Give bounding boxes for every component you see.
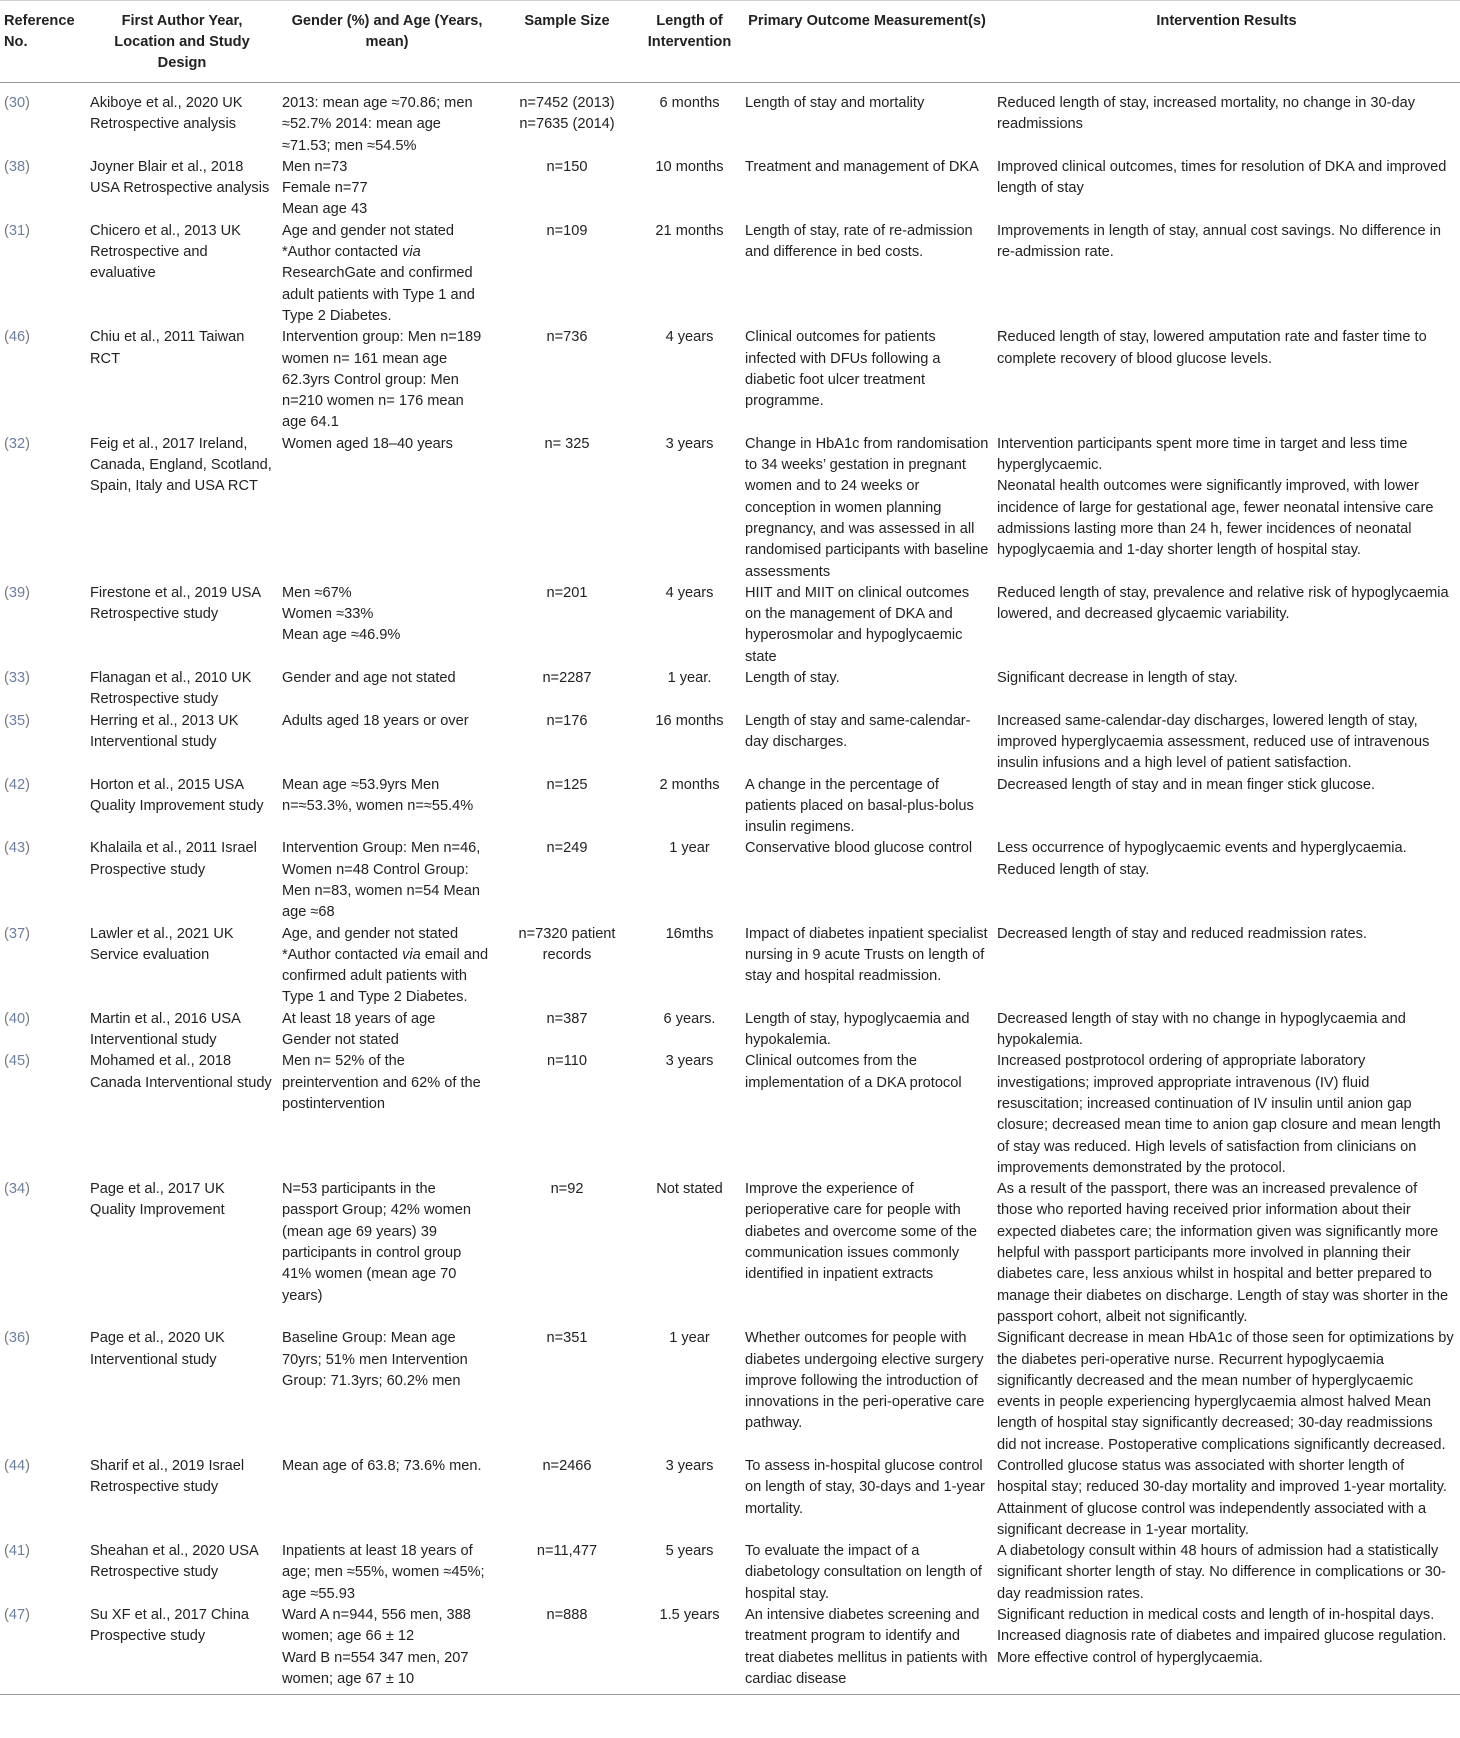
outcome-cell: Treatment and management of DKA (745, 158, 979, 175)
author-cell: Chiu et al., 2011 Taiwan RCT (90, 329, 245, 367)
reference-cell: (41) (4, 1543, 30, 1560)
reference-cell: (30) (4, 95, 30, 111)
sample-size-cell: n=125 (546, 776, 588, 793)
author-cell: Page et al., 2020 UK Interventional study (90, 1330, 225, 1368)
author-cell: Chicero et al., 2013 UK Retrospective and evaluative (90, 222, 241, 282)
length-cell: 2 months (659, 776, 720, 793)
table-row (0, 583, 1460, 668)
results-cell: Significant reduction in medical costs and length of in-hospital days. Increased diagnosis rate of diabetes and impaired glucose regulation. More effective control of hyperglycaemia. (993, 1605, 1460, 1695)
author-cell: Martin et al., 2016 USA Interventional study (90, 1010, 241, 1049)
sample-size-cell: n= 325 (544, 435, 590, 452)
results-cell: Reduced length of stay, prevalence and relative risk of hypoglycaemia lowered, and decreased glycaemic variability. (997, 584, 1449, 623)
gender-age-cell: Ward A n=944, 556 men, 388 women; age 66 ± 12 Ward B n=554 347 men, 207 women; age 67 ± 10 (278, 1605, 496, 1695)
reference-cell: (37) (4, 925, 30, 942)
reference-link[interactable]: 47 (8, 1607, 26, 1624)
results-cell: Controlled glucose status was associated with shorter length of hospital stay; reduced 30-day mortality and improved 1-year mortality. Attainment of glucose control was independently associated with a significant decrease in 1-year mortality. (997, 1458, 1447, 1538)
reference-link[interactable]: 31 (8, 222, 26, 239)
outcome-cell: Clinical outcomes from the implementation of a DKA protocol (745, 1053, 962, 1091)
table-row (0, 221, 1460, 327)
gender-age-cell: Women aged 18–40 years (282, 435, 453, 452)
sample-size-cell: n=150 (546, 158, 588, 175)
outcome-cell: HIIT and MIIT on clinical outcomes on the management of DKA and hyperosmolar and hypoglycaemic state (745, 584, 970, 665)
length-cell: Not stated (656, 1181, 723, 1198)
sample-size-cell: n=201 (546, 584, 588, 601)
author-cell: Feig et al., 2017 Ireland, Canada, England, Scotland, Spain, Italy and USA RCT (90, 435, 272, 495)
reference-cell: (46) (4, 329, 30, 346)
sample-size-cell: n=249 (546, 840, 588, 857)
reference-link[interactable]: 30 (8, 95, 26, 111)
header-length-of-intervention: Length of Intervention (638, 1, 741, 83)
author-cell: Mohamed et al., 2018 Canada Interventional study (90, 1053, 272, 1091)
length-cell: 6 months (659, 95, 720, 111)
reference-cell: (45) (4, 1053, 30, 1070)
table-row (0, 327, 1460, 433)
results-cell: Decreased length of stay and reduced readmission rates. (997, 925, 1367, 942)
results-cell: Intervention participants spent more time in target and less time hyperglycaemic. Neonatal health outcomes were significantly improved, with lower incidence of large for gestational age, fewer neonatal intensive care admissions lasting more than 24 h, fewer incidences of neonatal hypoglycaemia and 1-day shorter length of hospital stay. (997, 435, 1434, 559)
table-row (0, 711, 1460, 775)
reference-cell: (40) (4, 1010, 30, 1027)
sample-size-cell: n=2287 (542, 670, 592, 687)
outcome-cell: Length of stay and same-calendar-day discharges. (745, 712, 971, 750)
header-first-author: First Author Year, Location and Study Design (86, 1, 278, 83)
table-row (0, 924, 1460, 1009)
sample-size-cell: n=2466 (542, 1458, 592, 1474)
header-reference-no: Reference No. (0, 1, 86, 83)
gender-age-cell: Mean age of 63.8; 73.6% men. (282, 1458, 482, 1474)
results-cell: Reduced length of stay, increased mortality, no change in 30-day readmissions (997, 95, 1416, 133)
outcome-cell: Conservative blood glucose control (745, 840, 973, 857)
reference-cell: (44) (4, 1458, 30, 1474)
gender-age-cell: Intervention group: Men n=189 women n= 161 mean age 62.3yrs Control group: Men n=210 women n= 176 mean age 64.1 (282, 329, 482, 431)
table-row (0, 83, 1460, 157)
reference-cell: (38) (4, 158, 30, 175)
emphasis-text: via (402, 244, 421, 261)
table-row (0, 668, 1460, 711)
author-cell: Flanagan et al., 2010 UK Retrospective study (90, 670, 252, 708)
reference-link[interactable]: 42 (8, 776, 26, 793)
gender-age-cell: Men n=73 Female n=77 Mean age 43 (282, 158, 368, 218)
reference-cell: (39) (4, 584, 30, 601)
sample-size-cell: n=176 (546, 712, 588, 729)
outcome-cell: Change in HbA1c from randomisation to 34 weeks’ gestation in pregnant women and to 24 weeks or conception in women planning pregnancy, and was assessed in all randomised participants with baseline assessments (745, 435, 989, 580)
author-cell: Firestone et al., 2019 USA Retrospective study (90, 584, 261, 623)
table-row (0, 1541, 1460, 1605)
reference-link[interactable]: 38 (8, 158, 26, 175)
results-cell: Decreased length of stay and in mean finger stick glucose. (997, 776, 1376, 793)
author-cell: Page et al., 2017 UK Quality Improvement (90, 1181, 225, 1219)
length-cell: 1 year (669, 1330, 710, 1347)
length-cell: 16 months (655, 712, 724, 729)
table-row (0, 1328, 1460, 1456)
table-row (0, 157, 1460, 221)
reference-cell: (31) (4, 222, 30, 239)
header-row (0, 1, 1460, 83)
reference-cell: (35) (4, 712, 30, 729)
header-sample-size: Sample Size (496, 1, 638, 83)
header-primary-outcome: Primary Outcome Measurement(s) (741, 1, 993, 83)
sample-size-cell: n=11,477 (536, 1543, 598, 1560)
gender-age-cell: Men ≈67% Women ≈33% Mean age ≈46.9% (282, 584, 401, 644)
sample-size-cell: n=92 (550, 1181, 584, 1198)
reference-link[interactable]: 44 (8, 1458, 26, 1474)
length-cell: 1 year. (667, 670, 712, 687)
gender-age-cell: Gender and age not stated (282, 670, 456, 687)
outcome-cell: A change in the percentage of patients placed on basal-plus-bolus insulin regimens. (745, 776, 974, 836)
reference-cell: (33) (4, 670, 30, 687)
reference-link[interactable]: 37 (8, 925, 26, 942)
sample-size-cell: n=7452 (2013) n=7635 (2014) (519, 95, 615, 133)
reference-link[interactable]: 36 (8, 1330, 26, 1347)
author-cell: Akiboye et al., 2020 UK Retrospective analysis (90, 95, 243, 133)
length-cell: 6 years. (663, 1010, 716, 1027)
gender-age-cell: Baseline Group: Mean age 70yrs; 51% men Intervention Group: 71.3yrs; 60.2% men (282, 1330, 468, 1389)
length-cell: 4 years (665, 584, 714, 601)
reference-cell: (43) (4, 840, 30, 857)
reference-link[interactable]: 46 (8, 329, 26, 346)
reference-cell: (36) (4, 1330, 30, 1347)
table-row (0, 434, 1460, 583)
outcome-cell: Whether outcomes for people with diabetes undergoing elective surgery improve following the introduction of innovations in the peri-operative care pathway. (745, 1330, 985, 1432)
gender-age-cell: Age and gender not stated *Author contacted via ResearchGate and confirmed adult patients with Type 1 and Type 2 Diabetes. (282, 222, 475, 324)
results-cell: Increased postprotocol ordering of appropriate laboratory investigations; improved appropriate intravenous (IV) fluid resuscitation; increased continuation of IV insulin until anion gap closure; decreased mean time to anion gap closure and mean length of stay was reduced. High levels of satisfaction from clinicians on improvements demonstrated by the protocol. (997, 1053, 1441, 1176)
sample-size-cell: n=109 (546, 222, 588, 239)
outcome-cell: Clinical outcomes for patients infected with DFUs following a diabetic foot ulcer treatment programme. (745, 329, 941, 410)
author-cell: Sheahan et al., 2020 USA Retrospective study (90, 1543, 258, 1581)
length-cell: 3 years (665, 435, 714, 452)
table-row (0, 1456, 1460, 1541)
gender-age-cell: Intervention Group: Men n=46, Women n=48 Control Group: Men n=83, women n=54 Mean age ≈68 (282, 840, 481, 921)
sample-size-cell: n=110 (547, 1053, 587, 1070)
reference-link[interactable]: 41 (8, 1543, 26, 1560)
results-cell: Significant decrease in mean HbA1c of those seen for optimizations by the diabetes peri-operative nurse. Recurrent hypoglycaemia significantly decreased and the mean number of hyperglycaemic events in people experiencing hyperglycaemia almost halved Mean length of hospital stay significantly decreased; 30-day readmissions did not increase. Postoperative complications significantly decreased. (997, 1330, 1454, 1453)
table-row (0, 1605, 1460, 1695)
reference-cell: (32) (4, 435, 30, 452)
reference-link[interactable]: 35 (8, 712, 26, 729)
length-cell: 5 years (665, 1543, 714, 1560)
author-cell: Herring et al., 2013 UK Interventional study (90, 712, 239, 750)
author-cell: Lawler et al., 2021 UK Service evaluation (90, 925, 234, 963)
table-header (0, 1, 1460, 83)
results-cell: Decreased length of stay with no change in hypoglycaemia and hypokalemia. (997, 1010, 1406, 1049)
reference-link[interactable]: 33 (8, 670, 26, 687)
gender-age-cell: 2013: mean age ≈70.86; men ≈52.7% 2014: mean age ≈71.53; men ≈54.5% (282, 95, 473, 154)
reference-link[interactable]: 45 (8, 1053, 26, 1070)
reference-link[interactable]: 39 (8, 584, 26, 601)
gender-age-cell: Age, and gender not stated *Author contacted via email and confirmed adult patients with Type 1 and Type 2 Diabetes. (282, 925, 489, 1006)
results-cell: Less occurrence of hypoglycaemic events and hyperglycaemia. Reduced length of stay. (997, 840, 1407, 878)
length-cell: 10 months (655, 158, 724, 175)
sample-size-cell: n=351 (546, 1330, 588, 1347)
author-cell: Joyner Blair et al., 2018 USA Retrospective analysis (90, 158, 270, 197)
outcome-cell: Length of stay. (745, 670, 840, 687)
results-cell: Significant decrease in length of stay. (997, 670, 1238, 687)
author-cell: Khalaila et al., 2011 Israel Prospective study (90, 840, 257, 878)
length-cell: 16mths (665, 925, 714, 942)
table-row (0, 838, 1460, 923)
author-cell: Su XF et al., 2017 China Prospective study (86, 1605, 278, 1695)
gender-age-cell: N=53 participants in the passport Group; 42% women (mean age 69 years) 39 participants in control group 41% women (mean age 70 years) (282, 1181, 472, 1304)
results-cell: A diabetology consult within 48 hours of admission had a statistically significant shorter length of stay. No difference in complications or 30-day readmission rates. (997, 1543, 1446, 1602)
results-cell: Reduced length of stay, lowered amputation rate and faster time to complete recovery of blood glucose levels. (997, 329, 1427, 367)
reference-link[interactable]: 40 (8, 1010, 26, 1027)
table-row (0, 1051, 1460, 1179)
table-row (0, 1179, 1460, 1328)
gender-age-cell: Men n= 52% of the preintervention and 62% of the postintervention (282, 1053, 481, 1112)
outcome-cell: Length of stay and mortality (745, 95, 925, 111)
length-cell: 21 months (655, 222, 724, 239)
outcome-cell: Length of stay, hypoglycaemia and hypokalemia. (745, 1010, 970, 1049)
outcome-cell: To assess in-hospital glucose control on length of stay, 30-days and 1-year mortality. (745, 1458, 985, 1517)
results-cell: Improvements in length of stay, annual cost savings. No difference in re-admission rate. (997, 222, 1441, 261)
header-intervention-results: Intervention Results (993, 1, 1460, 83)
reference-link[interactable]: 43 (8, 840, 26, 857)
author-cell: Sharif et al., 2019 Israel Retrospective study (90, 1458, 245, 1496)
length-cell: 3 years (665, 1458, 714, 1474)
table-row (0, 1009, 1460, 1052)
length-cell: 4 years (665, 329, 714, 346)
results-cell: Improved clinical outcomes, times for resolution of DKA and improved length of stay (997, 158, 1447, 197)
reference-link[interactable]: 32 (8, 435, 26, 452)
gender-age-cell: At least 18 years of age Gender not stated (282, 1010, 436, 1049)
outcome-cell: To evaluate the impact of a diabetology consultation on length of hospital stay. (745, 1543, 982, 1602)
reference-link[interactable]: 34 (8, 1181, 26, 1198)
results-cell: As a result of the passport, there was an increased prevalence of those who reported having received prior information about their expected diabetes care; the information given was significantly more helpful with passport participants more involved in planning their diabetes care, less anxious whilst in hospital and better prepared to manage their diabetes on discharge. Length of stay was shorter in the passport cohort, albeit not significantly. (997, 1181, 1449, 1325)
length-cell: 1 year (669, 840, 710, 857)
outcome-cell: An intensive diabetes screening and treatment program to identify and treat diabetes mellitus in patients with cardiac disease (741, 1605, 993, 1695)
gender-age-cell: Mean age ≈53.9yrs Men n=≈53.3%, women n=≈55.4% (282, 776, 474, 814)
reference-cell: (47) (0, 1605, 86, 1695)
length-cell: 3 years (665, 1053, 714, 1070)
outcome-cell: Impact of diabetes inpatient specialist nursing in 9 acute Trusts on length of stay and hospital readmission. (745, 925, 988, 985)
sample-size-cell: n=888 (496, 1605, 638, 1695)
reference-cell: (34) (4, 1181, 30, 1198)
table-body (0, 83, 1460, 1695)
gender-age-cell: Inpatients at least 18 years of age; men ≈55%, women ≈45%; age ≈55.93 (282, 1543, 485, 1602)
sample-size-cell: n=7320 patient records (518, 925, 616, 963)
length-cell: 1.5 years (638, 1605, 741, 1695)
header-gender-age: Gender (%) and Age (Years, mean) (278, 1, 496, 83)
sample-size-cell: n=736 (546, 329, 588, 346)
emphasis-text: via (402, 946, 421, 963)
sample-size-cell: n=387 (546, 1010, 588, 1027)
outcome-cell: Improve the experience of perioperative care for people with diabetes and overcome some of the communication issues commonly identified in inpatient extracts (745, 1181, 978, 1283)
table-row (0, 775, 1460, 839)
reference-cell: (42) (4, 776, 30, 793)
gender-age-cell: Adults aged 18 years or over (282, 712, 469, 729)
results-cell: Increased same-calendar-day discharges, lowered length of stay, improved hyperglycaemia assessment, reduced use of intravenous insulin infusions and a high level of patient satisfaction. (997, 712, 1430, 772)
author-cell: Horton et al., 2015 USA Quality Improvement study (90, 776, 264, 814)
outcome-cell: Length of stay, rate of re-admission and difference in bed costs. (745, 222, 973, 261)
